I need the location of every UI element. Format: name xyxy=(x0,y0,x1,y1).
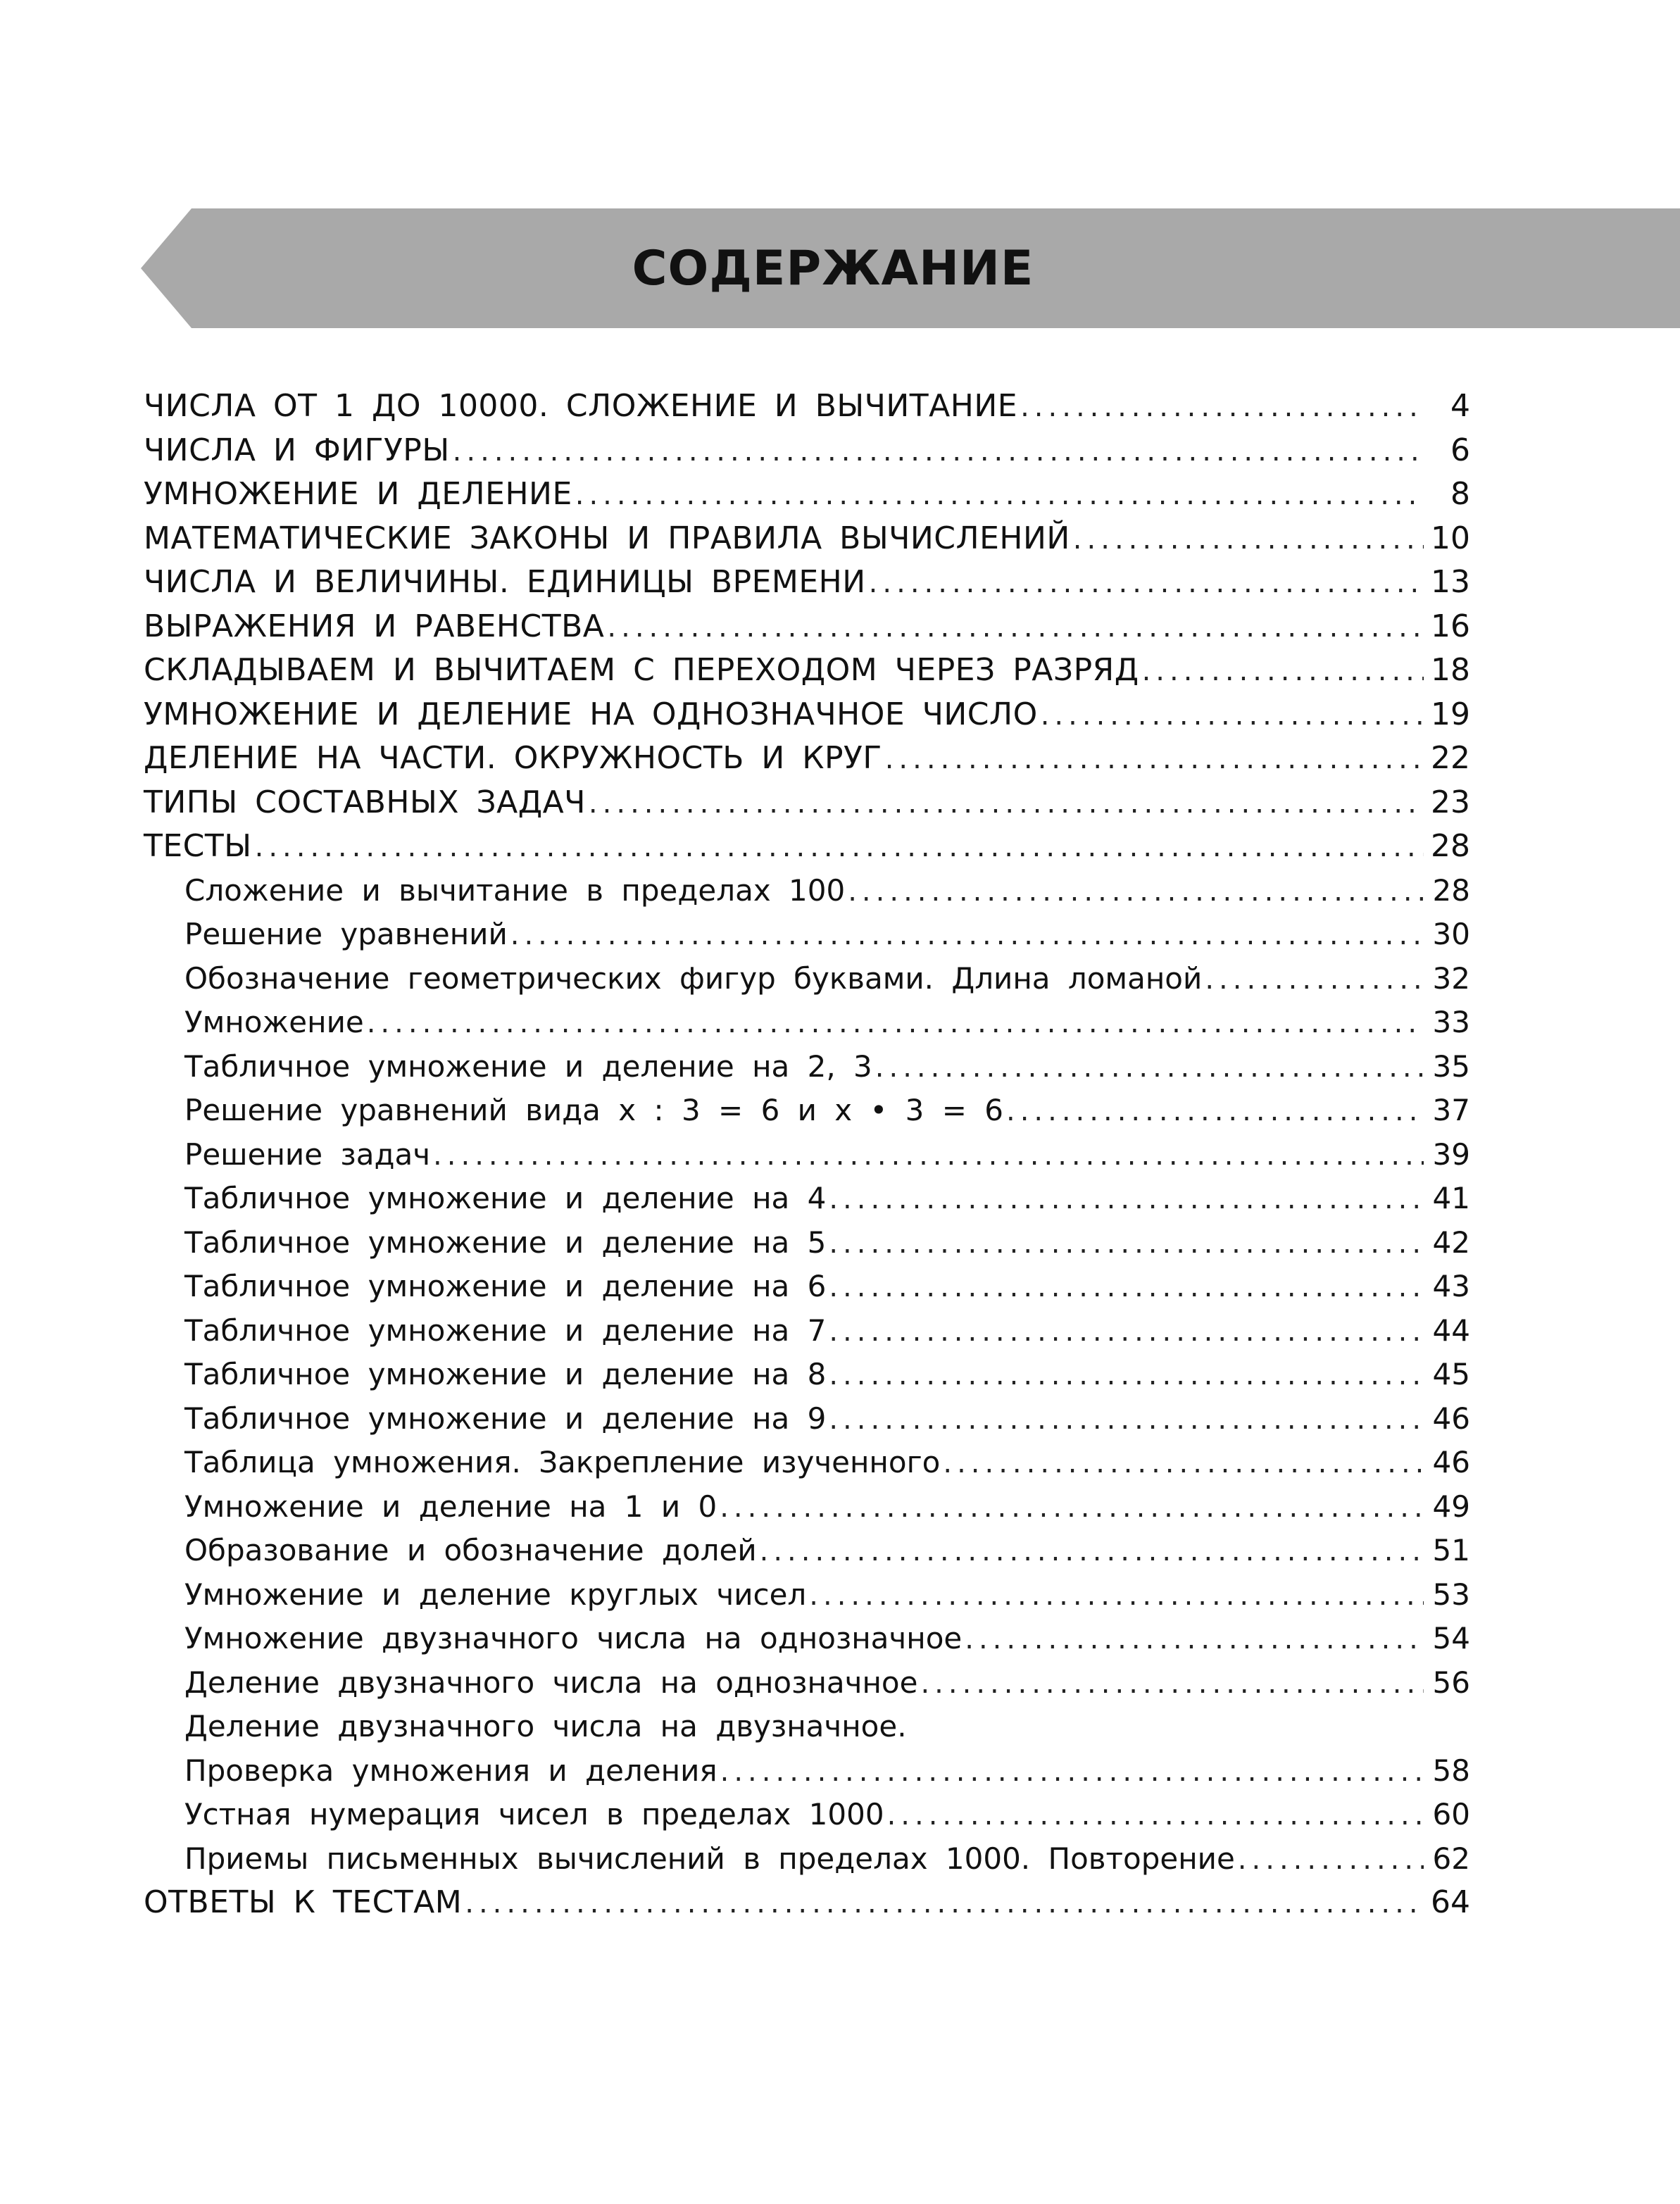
toc-entry[interactable] xyxy=(144,1177,1470,1221)
toc-entry-title: ДЕЛЕНИЕ НА ЧАСТИ. ОКРУЖНОСТЬ И КРУГ xyxy=(144,740,882,776)
toc-entry[interactable] xyxy=(144,825,1470,869)
toc-entry-title: Проверка умножения и деления xyxy=(184,1753,717,1788)
toc-leader-dots xyxy=(367,1001,1424,1046)
toc-entry[interactable] xyxy=(144,1045,1470,1089)
toc-leader-dots xyxy=(848,870,1424,914)
toc-entry[interactable] xyxy=(144,693,1470,737)
toc-entry-page: 49 xyxy=(1432,1489,1470,1524)
toc-entry-title: Табличное умножение и деление на 6 xyxy=(184,1269,827,1303)
toc-entry[interactable] xyxy=(144,1705,1470,1749)
toc-entry-page: 45 xyxy=(1432,1357,1470,1391)
toc-entry-title: Табличное умножение и деление на 9 xyxy=(184,1401,827,1436)
toc-entry[interactable] xyxy=(144,1881,1470,1925)
toc-entry-title: Обозначение геометрических фигур буквами. Длина ломаной xyxy=(184,960,1203,996)
toc-entry[interactable] xyxy=(144,1001,1470,1045)
toc-entry-page: 32 xyxy=(1432,960,1470,996)
toc-entry-title: Образование и обозначение долей xyxy=(184,1533,757,1567)
toc-entry-page: 16 xyxy=(1431,608,1470,644)
toc-entry[interactable] xyxy=(144,1837,1470,1881)
toc-entry-title: ТЕСТЫ xyxy=(144,828,252,864)
toc-entry-page: 46 xyxy=(1432,1445,1470,1479)
toc-entry-page: 13 xyxy=(1431,564,1470,600)
toc-entry[interactable] xyxy=(144,1309,1470,1353)
toc-entry-page: 64 xyxy=(1431,1884,1470,1920)
toc-entry-page: 56 xyxy=(1432,1665,1470,1700)
toc-leader-dots xyxy=(589,782,1424,826)
toc-leader-dots xyxy=(920,1662,1424,1706)
toc-leader-dots xyxy=(829,1265,1424,1310)
toc-entry-title: ТИПЫ СОСТАВНЫХ ЗАДАЧ xyxy=(144,784,586,820)
toc-entry-page: 8 xyxy=(1450,476,1470,512)
toc-entry-page: 19 xyxy=(1431,696,1470,732)
toc-leader-dots xyxy=(829,1177,1424,1222)
toc-leader-dots xyxy=(720,1486,1424,1530)
toc-leader-dots xyxy=(1041,694,1424,738)
toc-entry-page: 10 xyxy=(1431,520,1470,556)
toc-leader-dots xyxy=(453,430,1424,474)
toc-entry-page: 53 xyxy=(1432,1577,1470,1612)
toc-leader-dots xyxy=(875,1046,1424,1090)
toc-entry-page: 30 xyxy=(1432,917,1470,951)
toc-entry-title: Табличное умножение и деление на 8 xyxy=(184,1357,827,1391)
toc-entry-title: Устная нумерация чисел в пределах 1000 xyxy=(184,1797,884,1832)
toc-entry-page: 35 xyxy=(1432,1048,1470,1084)
toc-leader-dots xyxy=(607,606,1424,650)
toc-entry-page: 22 xyxy=(1431,740,1470,776)
toc-entry[interactable] xyxy=(144,1617,1470,1661)
toc-entry[interactable] xyxy=(144,1573,1470,1617)
toc-leader-dots xyxy=(829,1310,1424,1354)
page-title: СОДЕРЖАНИЕ xyxy=(632,240,1034,296)
toc-entry[interactable] xyxy=(144,737,1470,781)
toc-entry-page: 51 xyxy=(1432,1533,1470,1567)
toc-entry-title: Табличное умножение и деление на 4 xyxy=(184,1181,827,1215)
toc-leader-dots xyxy=(829,1398,1424,1442)
toc-entry-page: 37 xyxy=(1432,1093,1470,1127)
toc-entry-page: 18 xyxy=(1431,652,1470,688)
toc-entry-page: 23 xyxy=(1431,784,1470,820)
toc-entry-title: ЧИСЛА И ФИГУРЫ xyxy=(144,432,450,468)
toc-entry-title: ОТВЕТЫ К ТЕСТАМ xyxy=(144,1884,463,1920)
toc-entry[interactable] xyxy=(144,1441,1470,1485)
toc-entry-page: 39 xyxy=(1432,1137,1470,1172)
toc-leader-dots xyxy=(575,473,1424,518)
toc-entry[interactable] xyxy=(144,561,1470,605)
toc-entry-title: Сложение и вычитание в пределах 100 xyxy=(184,872,846,908)
toc-leader-dots xyxy=(433,1134,1424,1178)
toc-leader-dots xyxy=(510,913,1424,958)
toc-entry[interactable] xyxy=(144,384,1470,429)
toc-entry-page: 44 xyxy=(1432,1313,1470,1348)
toc-entry[interactable] xyxy=(144,429,1470,473)
toc-entry[interactable] xyxy=(144,1221,1470,1265)
toc-entry-title: Деление двузначного числа на двузначное. xyxy=(184,1709,907,1743)
toc-leader-dots xyxy=(255,825,1424,870)
toc-entry[interactable] xyxy=(144,781,1470,825)
toc-leader-dots xyxy=(1142,649,1424,694)
toc-entry-page: 43 xyxy=(1432,1269,1470,1303)
toc-entry[interactable] xyxy=(144,1485,1470,1529)
toc-entry[interactable] xyxy=(144,869,1470,913)
toc-entry[interactable] xyxy=(144,649,1470,693)
toc-entry-title: УМНОЖЕНИЕ И ДЕЛЕНИЕ НА ОДНОЗНАЧНОЕ ЧИСЛО xyxy=(144,696,1038,732)
toc-leader-dots xyxy=(965,1617,1424,1662)
toc-entry-title: Решение задач xyxy=(184,1137,431,1172)
toc-entry[interactable] xyxy=(144,472,1470,517)
toc-entry[interactable] xyxy=(144,957,1470,1001)
toc-entry-title: Деление двузначного числа на однозначное xyxy=(184,1665,918,1700)
toc-entry[interactable] xyxy=(144,1793,1470,1837)
toc-entry-title: УМНОЖЕНИЕ И ДЕЛЕНИЕ xyxy=(144,476,572,512)
toc-entry[interactable] xyxy=(144,1397,1470,1441)
toc-entry-title: Табличное умножение и деление на 2, 3 xyxy=(184,1048,872,1084)
toc-entry-title: МАТЕМАТИЧЕСКИЕ ЗАКОНЫ И ПРАВИЛА ВЫЧИСЛЕНИЙ xyxy=(144,520,1070,556)
toc-leader-dots xyxy=(1073,518,1424,562)
toc-entry[interactable] xyxy=(144,1353,1470,1397)
toc-entry-page: 28 xyxy=(1432,872,1470,908)
toc-entry-title: Умножение и деление на 1 и 0 xyxy=(184,1489,717,1524)
toc-entry-title: ЧИСЛА И ВЕЛИЧИНЫ. ЕДИНИЦЫ ВРЕМЕНИ xyxy=(144,564,866,600)
toc-entry[interactable] xyxy=(144,1133,1470,1177)
toc-leader-dots xyxy=(829,1353,1424,1398)
toc-entry[interactable] xyxy=(144,1661,1470,1705)
toc-entry[interactable] xyxy=(144,1265,1470,1309)
toc-entry[interactable] xyxy=(144,1529,1470,1573)
toc-entry-page: 42 xyxy=(1432,1225,1470,1260)
toc-entry-page: 58 xyxy=(1432,1753,1470,1788)
toc-leader-dots xyxy=(885,737,1424,782)
toc-entry-page: 54 xyxy=(1432,1621,1470,1655)
toc-leader-dots xyxy=(1020,385,1424,430)
toc-leader-dots xyxy=(1006,1089,1424,1134)
toc-entry-title: Приемы письменных вычислений в пределах 1000. Повторение xyxy=(184,1841,1235,1876)
toc-entry-title: СКЛАДЫВАЕМ И ВЫЧИТАЕМ С ПЕРЕХОДОМ ЧЕРЕЗ РАЗРЯД xyxy=(144,652,1139,688)
toc-entry[interactable] xyxy=(144,605,1470,649)
toc-leader-dots xyxy=(887,1793,1424,1838)
toc-entry[interactable] xyxy=(144,1749,1470,1793)
toc-entry-page: 6 xyxy=(1450,432,1470,468)
toc-leader-dots xyxy=(829,1222,1424,1266)
toc-entry-page: 62 xyxy=(1432,1841,1470,1876)
toc-leader-dots xyxy=(760,1529,1424,1574)
toc-entry-page: 4 xyxy=(1450,388,1470,424)
toc-entry-title: Табличное умножение и деление на 7 xyxy=(184,1313,827,1348)
toc-entry-page: 28 xyxy=(1431,828,1470,864)
table-of-contents xyxy=(144,384,1470,1925)
toc-entry[interactable] xyxy=(144,517,1470,561)
toc-entry-title: Умножение xyxy=(184,1005,364,1039)
toc-entry-title: Таблица умножения. Закрепление изученного xyxy=(184,1445,941,1479)
toc-entry-title: ВЫРАЖЕНИЯ И РАВЕНСТВА xyxy=(144,608,605,644)
toc-entry-page: 60 xyxy=(1432,1797,1470,1832)
toc-entry-page: 46 xyxy=(1432,1401,1470,1436)
toc-entry-title: Решение уравнений вида х : 3 = 6 и х • 3 = 6 xyxy=(184,1093,1003,1127)
toc-entry[interactable] xyxy=(144,1089,1470,1133)
toc-leader-dots xyxy=(720,1750,1424,1794)
toc-entry-page: 41 xyxy=(1432,1181,1470,1215)
toc-entry-title: Решение уравнений xyxy=(184,917,508,951)
toc-entry-title: Табличное умножение и деление на 5 xyxy=(184,1225,827,1260)
toc-leader-dots xyxy=(1205,958,1424,1002)
toc-entry-title: Умножение двузначного числа на однозначное xyxy=(184,1621,963,1655)
toc-entry-title: ЧИСЛА ОТ 1 ДО 10000. СЛОЖЕНИЕ И ВЫЧИТАНИЕ xyxy=(144,388,1018,424)
toc-leader-dots xyxy=(1238,1838,1424,1882)
toc-leader-dots xyxy=(809,1574,1424,1618)
toc-leader-dots xyxy=(869,561,1424,606)
toc-leader-dots xyxy=(943,1441,1424,1486)
toc-entry-page: 33 xyxy=(1432,1005,1470,1039)
toc-entry-title: Умножение и деление круглых чисел xyxy=(184,1577,807,1612)
toc-entry[interactable] xyxy=(144,913,1470,957)
toc-leader-dots xyxy=(465,1881,1424,1926)
